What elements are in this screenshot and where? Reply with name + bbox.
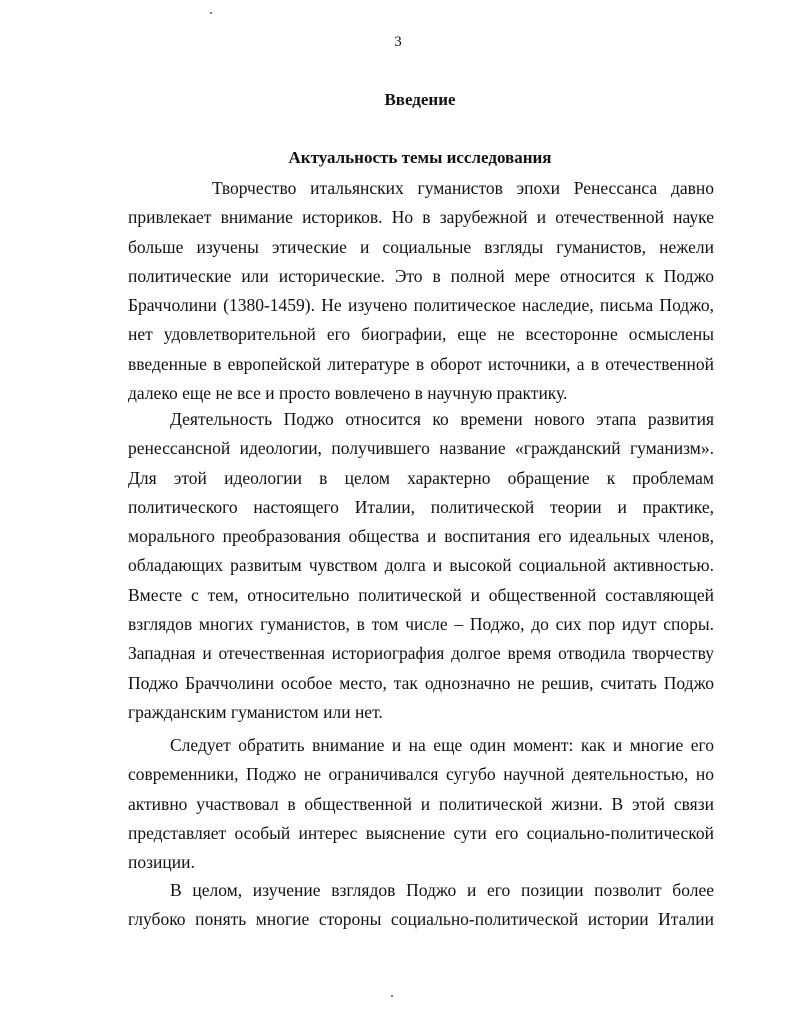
scan-speck: [391, 995, 393, 997]
page-number: 3: [394, 34, 402, 50]
paragraph: Следует обратить внимание и на еще один момент: как и многие его современники, Поджо не ограничивался сугубо научной деятельностью, но активно участвовал в общественной и политической жизни. В этой связи представляет особый интерес выяснение сути его социально-политической позиции.: [128, 735, 714, 873]
subsection-heading-relevance: Актуальность темы исследования: [288, 148, 552, 167]
scan-speck: [210, 12, 212, 14]
paragraph: Деятельность Поджо относится ко времени нового этапа развития ренессансной идеологии, получившего название «гражданский гуманизм». Для этой идеологии в целом характерно обращение к проблемам политического настоящего Италии, политической теории и практике, морального преобразования общества и воспитания его идеальных членов, обладающих развитым чувством долга и высокой социальной активностью. Вместе с тем, относительно политической и общественной составляющей взглядов многих гуманистов, в том числе – Поджо, до сих пор идут споры. Западная и отечественная историография долгое время отводила творчеству Поджо Браччолини особое место, так однозначно не решив, считать Поджо гражданским гуманистом или нет.: [128, 409, 714, 722]
paragraph: В целом, изучение взглядов Поджо и его позиции позволит более глубоко понять многие стороны социально-политической истории Италии: [128, 880, 714, 930]
section-heading-introduction: Введение: [384, 90, 456, 109]
paragraph: Творчество итальянских гуманистов эпохи Ренессанса давно привлекает внимание историков. Но в зарубежной и отечественной науке больше изучены этические и социальные взгляды гуманистов, нежели политические или исторические. Это в полной мере относится к Поджо Браччолини (1380-1459). Не изучено политическое наследие, письма Поджо, нет удовлетворительной его биографии, еще не всесторонне осмыслены введенные в европейской литературе в оборот источники, а в отечественной далеко еще не все и просто вовлечено в научную практику.: [128, 178, 714, 404]
